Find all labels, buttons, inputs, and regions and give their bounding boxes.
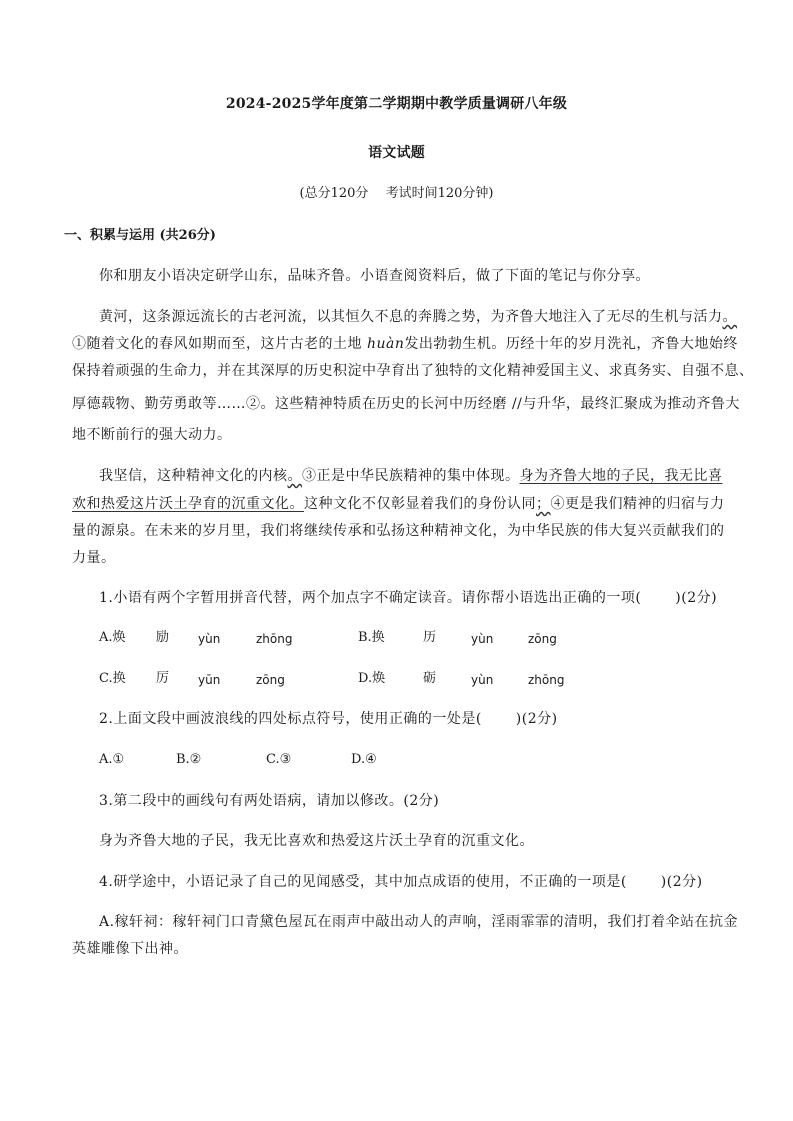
q2-option-c[interactable]: C.③: [266, 752, 292, 767]
q1-option-c-pinyin1: yūn: [198, 673, 221, 687]
passage2-line4: 力量。: [72, 550, 116, 566]
q4-option-a-line1[interactable]: A.稼轩祠：稼轩祠门口青黛色屋瓦在雨声中敲出动人的声响，淫雨霏霏的清明，我们打着伞站在抗金: [99, 914, 739, 930]
q1-option-c-label: C.换: [99, 671, 126, 686]
q1-option-c-char: 厉: [156, 671, 170, 686]
passage2-line3: 量的源泉。在未来的岁月里，我们将继续传承和弘扬这种精神文化，为中华民族的伟大复兴贡献我们的: [72, 523, 725, 539]
q2-option-a[interactable]: A.①: [99, 752, 125, 767]
exam-subtitle: 语文试题: [368, 145, 425, 161]
wavy-punct-a: 。: [287, 468, 302, 484]
exam-info: (总分120分 考试时间120分钟): [299, 186, 494, 201]
q3-sentence: 身为齐鲁大地的子民，我无比喜欢和热爱这片沃土孕育的沉重文化。: [99, 833, 534, 849]
passage1-line5: 地不断前行的强大动力。: [72, 427, 232, 443]
passage1-line1: [99, 307, 737, 327]
passage2-line2: [72, 494, 725, 514]
passage1-line1-text: 黄河，这条源远流长的古老河流，以其恒久不息的奔腾之势，为齐鲁大地注入了无尽的生机与活力: [99, 309, 723, 325]
q2-stem: 2.上面文段中画波浪线的四处标点符号，使用正确的一处是( )(2分): [99, 711, 558, 727]
passage1-line4: 厚德载物、勤劳勇敢等……②。这些精神特质在历史的长河中历经磨 //与升华，最终汇聚成为推动齐鲁大: [72, 396, 740, 412]
q1-option-d-char: 砺: [423, 671, 437, 686]
pinyin-huan: huàn: [366, 336, 405, 352]
passage1-line3: 保持着顽强的生命力，并在其深厚的历史积淀中孕育出了独特的文化精神爱国主义、求真务实、自强不息、: [72, 363, 754, 379]
q1-option-a-char: 励: [156, 630, 170, 645]
q4-stem: 4.研学途中，小语记录了自己的见闻感受，其中加点成语的使用，不正确的一项是( )(2分): [99, 874, 703, 890]
passage1-line2: [72, 334, 738, 354]
q1-option-b-pinyin2: zōng: [528, 632, 557, 646]
q1-option-b-char: 历: [423, 630, 437, 645]
q4-option-a-line2: 英雄雕像下出神。: [72, 941, 188, 957]
q1-stem: 1.小语有两个字暂用拼音代替，两个加点字不确定读音。请你帮小语选出正确的一项( )(2分): [99, 590, 718, 606]
q1-option-b-label: B.换: [358, 630, 385, 645]
passage2-line2-b: 这种文化不仅彰显着我们的身份认同: [304, 496, 536, 512]
q1-option-b-pinyin1: yùn: [471, 632, 494, 646]
q2-option-d[interactable]: D.④: [351, 752, 377, 767]
passage2-line1-c: ③正是中华民族精神的集中体现。: [302, 468, 520, 484]
q1-option-c-pinyin2: zōng: [256, 673, 285, 687]
underlined-sentence-part1: 身为齐鲁大地的子民，我无比喜: [519, 468, 723, 484]
passage1-line2-b: 发出勃勃生机。历经十年的岁月洗礼，齐鲁大地始终: [404, 336, 738, 352]
q1-option-a-label: A.焕: [99, 630, 126, 645]
passage1-line2-a: ①随着文化的春风如期而至，这片古老的土地: [72, 336, 362, 352]
wavy-punct-b: ；: [536, 496, 551, 512]
exam-title: 2024-2025学年度第二学期期中教学质量调研八年级: [225, 96, 568, 112]
q1-option-d-pinyin2: zhōng: [528, 673, 565, 687]
q1-option-a-pinyin2: zhōng: [256, 632, 293, 646]
q2-option-b[interactable]: B.②: [176, 752, 202, 767]
passage2-line2-d: ④更是我们精神的归宿与力: [550, 496, 725, 512]
section-heading: 一、积累与运用 (共26分): [64, 228, 216, 243]
q1-option-d-pinyin1: yùn: [471, 673, 494, 687]
passage2-line1: [99, 466, 723, 486]
intro-paragraph: 你和朋友小语决定研学山东，品味齐鲁。小语查阅资料后，做了下面的笔记与你分享。: [99, 268, 650, 284]
wavy-punct-0: 。: [722, 309, 737, 325]
q3-stem: 3.第二段中的画线句有两处语病，请加以修改。(2分): [99, 793, 440, 809]
q1-option-a-pinyin1: yùn: [198, 632, 221, 646]
passage2-line1-a: 我坚信，这种精神文化的内核: [99, 468, 288, 484]
underlined-sentence-part2: 欢和热爱这片沃土孕育的沉重文化。: [72, 496, 304, 512]
q1-option-d-label: D.焕: [358, 671, 386, 686]
